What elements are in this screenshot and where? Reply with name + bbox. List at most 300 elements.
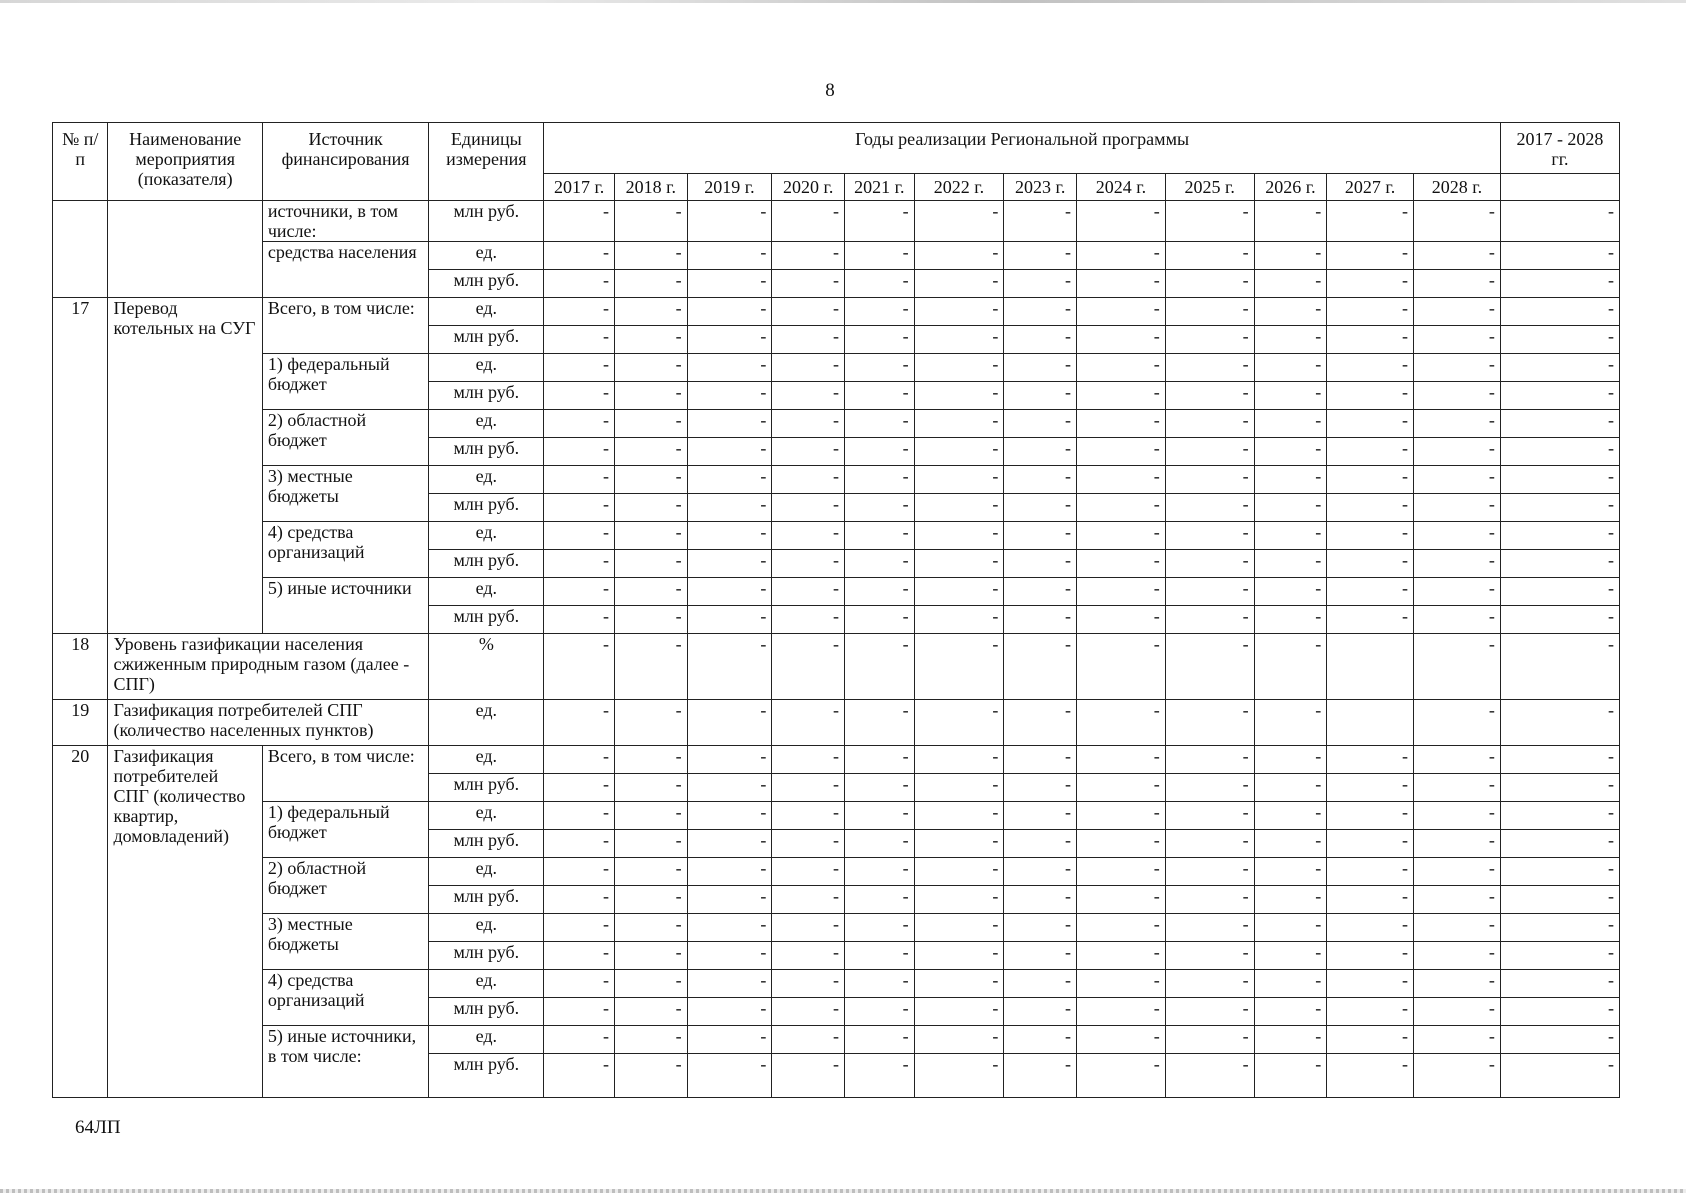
value-cell: -: [1004, 802, 1077, 830]
value-cell: -: [544, 774, 615, 802]
value-cell: -: [844, 914, 914, 942]
value-cell: -: [1077, 550, 1166, 578]
value-cell: -: [844, 858, 914, 886]
total-cell: -: [1500, 830, 1619, 858]
value-cell: -: [687, 634, 772, 700]
value-cell: -: [1413, 746, 1500, 774]
value-cell: -: [544, 410, 615, 438]
value-cell: -: [1413, 802, 1500, 830]
value-cell: -: [614, 606, 687, 634]
value-cell: -: [914, 298, 1004, 326]
value-cell: -: [844, 201, 914, 242]
header-source: Источник финансирования: [262, 123, 428, 201]
value-cell: -: [1327, 201, 1414, 242]
value-cell: -: [914, 326, 1004, 354]
value-cell: -: [1254, 634, 1327, 700]
cell-unit: млн руб.: [429, 270, 544, 298]
cell-source: 3) местные бюджеты: [262, 466, 428, 522]
value-cell: -: [1254, 298, 1327, 326]
value-cell: -: [1254, 606, 1327, 634]
table-row: [53, 700, 1620, 746]
value-cell: -: [772, 578, 845, 606]
value-cell: -: [1165, 802, 1254, 830]
value-cell: -: [844, 410, 914, 438]
value-cell: -: [687, 802, 772, 830]
value-cell: -: [772, 270, 845, 298]
value-cell: -: [1413, 886, 1500, 914]
header-year: 2018 г.: [614, 174, 687, 201]
value-cell: -: [614, 942, 687, 970]
value-cell: -: [1413, 354, 1500, 382]
value-cell: -: [1254, 410, 1327, 438]
value-cell: -: [772, 998, 845, 1026]
total-cell: -: [1500, 774, 1619, 802]
value-cell: -: [1413, 606, 1500, 634]
value-cell: -: [1165, 998, 1254, 1026]
value-cell: -: [544, 700, 615, 746]
value-cell: -: [1327, 914, 1414, 942]
value-cell: -: [1327, 550, 1414, 578]
value-cell: -: [614, 326, 687, 354]
value-cell: -: [844, 466, 914, 494]
value-cell: -: [1004, 354, 1077, 382]
cell-unit: ед.: [429, 1026, 544, 1054]
cell-unit: ед.: [429, 354, 544, 382]
value-cell: -: [687, 270, 772, 298]
value-cell: -: [772, 802, 845, 830]
value-cell: -: [1077, 326, 1166, 354]
total-cell: -: [1500, 354, 1619, 382]
total-cell: -: [1500, 522, 1619, 550]
value-cell: -: [544, 438, 615, 466]
value-cell: -: [1077, 942, 1166, 970]
value-cell: -: [544, 886, 615, 914]
table-row: [53, 1026, 1620, 1054]
value-cell: -: [544, 466, 615, 494]
value-cell: -: [772, 886, 845, 914]
cell-unit: млн руб.: [429, 998, 544, 1026]
value-cell: -: [1165, 830, 1254, 858]
value-cell: -: [1004, 550, 1077, 578]
value-cell: -: [914, 746, 1004, 774]
value-cell: -: [1077, 298, 1166, 326]
value-cell: -: [687, 830, 772, 858]
cell-unit: млн руб.: [429, 886, 544, 914]
value-cell: -: [1077, 382, 1166, 410]
value-cell: -: [1165, 522, 1254, 550]
value-cell: -: [687, 858, 772, 886]
value-cell: -: [687, 700, 772, 746]
value-cell: -: [844, 830, 914, 858]
value-cell: -: [1327, 886, 1414, 914]
total-cell: -: [1500, 858, 1619, 886]
value-cell: -: [1254, 830, 1327, 858]
value-cell: -: [1327, 242, 1414, 270]
value-cell: -: [614, 858, 687, 886]
value-cell: -: [772, 942, 845, 970]
value-cell: -: [687, 746, 772, 774]
value-cell: -: [544, 201, 615, 242]
value-cell: -: [1327, 382, 1414, 410]
value-cell: -: [1004, 606, 1077, 634]
value-cell: -: [1165, 606, 1254, 634]
value-cell: -: [544, 382, 615, 410]
value-cell: -: [544, 1054, 615, 1098]
value-cell: -: [772, 298, 845, 326]
cell-number: 19: [53, 700, 108, 746]
value-cell: -: [614, 1054, 687, 1098]
cell-name: Газификация потребителей СПГ (количество квартир, домовладений): [108, 746, 262, 1098]
cell-source: источники, в том числе:: [262, 201, 428, 242]
value-cell: -: [687, 201, 772, 242]
value-cell: -: [687, 410, 772, 438]
value-cell: -: [1165, 970, 1254, 998]
value-cell: -: [1165, 634, 1254, 700]
scan-edge-top: [0, 0, 1686, 3]
value-cell: -: [614, 1026, 687, 1054]
cell-source: 1) федеральный бюджет: [262, 802, 428, 858]
value-cell: -: [1327, 774, 1414, 802]
value-cell: -: [1004, 578, 1077, 606]
value-cell: -: [1327, 326, 1414, 354]
value-cell: -: [914, 522, 1004, 550]
value-cell: -: [772, 914, 845, 942]
value-cell: -: [687, 606, 772, 634]
value-cell: -: [844, 1054, 914, 1098]
value-cell: -: [687, 998, 772, 1026]
value-cell: -: [1004, 522, 1077, 550]
table-row: [53, 802, 1620, 830]
value-cell: -: [1165, 858, 1254, 886]
cell-unit: млн руб.: [429, 606, 544, 634]
value-cell: -: [1327, 802, 1414, 830]
cell-source: 4) средства организаций: [262, 970, 428, 1026]
value-cell: -: [914, 270, 1004, 298]
value-cell: -: [544, 914, 615, 942]
value-cell-empty: [1327, 634, 1414, 700]
cell-number: 18: [53, 634, 108, 700]
value-cell: -: [687, 1026, 772, 1054]
cell-unit: млн руб.: [429, 438, 544, 466]
value-cell: -: [844, 970, 914, 998]
value-cell: -: [1077, 242, 1166, 270]
cell-unit: ед.: [429, 578, 544, 606]
value-cell: -: [1254, 1054, 1327, 1098]
header-year: 2025 г.: [1165, 174, 1254, 201]
value-cell: -: [687, 970, 772, 998]
value-cell: -: [1004, 298, 1077, 326]
value-cell: -: [544, 942, 615, 970]
cell-source: 5) иные источники, в том числе:: [262, 1026, 428, 1098]
value-cell: -: [544, 326, 615, 354]
value-cell: -: [1077, 886, 1166, 914]
value-cell: -: [1077, 774, 1166, 802]
value-cell: -: [1254, 774, 1327, 802]
value-cell: -: [1077, 354, 1166, 382]
value-cell: -: [1077, 522, 1166, 550]
cell-unit: ед.: [429, 746, 544, 774]
value-cell: -: [614, 802, 687, 830]
value-cell: -: [1254, 522, 1327, 550]
cell-unit: ед.: [429, 802, 544, 830]
value-cell: -: [614, 382, 687, 410]
cell-source: 4) средства организаций: [262, 522, 428, 578]
value-cell: -: [1327, 270, 1414, 298]
value-cell: -: [1165, 382, 1254, 410]
cell-source: 1) федеральный бюджет: [262, 354, 428, 410]
value-cell: -: [772, 970, 845, 998]
value-cell: -: [1327, 578, 1414, 606]
value-cell: -: [1413, 774, 1500, 802]
value-cell: -: [614, 774, 687, 802]
value-cell: -: [1254, 550, 1327, 578]
cell-unit: млн руб.: [429, 942, 544, 970]
value-cell: -: [772, 550, 845, 578]
value-cell: -: [1327, 522, 1414, 550]
table-row: [53, 858, 1620, 886]
value-cell: -: [844, 1026, 914, 1054]
value-cell: -: [1327, 1054, 1414, 1098]
cell-unit: млн руб.: [429, 326, 544, 354]
value-cell: -: [1413, 382, 1500, 410]
total-cell: -: [1500, 634, 1619, 700]
cell-unit: млн руб.: [429, 494, 544, 522]
value-cell: -: [1413, 830, 1500, 858]
total-cell: -: [1500, 942, 1619, 970]
value-cell: -: [914, 1026, 1004, 1054]
value-cell: -: [844, 298, 914, 326]
value-cell: -: [687, 886, 772, 914]
value-cell: -: [914, 578, 1004, 606]
value-cell: -: [1254, 914, 1327, 942]
value-cell: -: [687, 466, 772, 494]
value-cell: -: [1077, 700, 1166, 746]
value-cell: -: [772, 830, 845, 858]
table-row: [53, 578, 1620, 606]
value-cell: -: [1077, 578, 1166, 606]
cell-unit: млн руб.: [429, 830, 544, 858]
value-cell: -: [614, 522, 687, 550]
value-cell: -: [914, 438, 1004, 466]
value-cell: -: [614, 550, 687, 578]
value-cell: -: [687, 382, 772, 410]
value-cell: -: [1004, 242, 1077, 270]
cell-unit: млн руб.: [429, 550, 544, 578]
value-cell: -: [1077, 270, 1166, 298]
total-cell: -: [1500, 970, 1619, 998]
value-cell: -: [914, 606, 1004, 634]
value-cell: -: [1254, 354, 1327, 382]
value-cell: -: [687, 326, 772, 354]
cell-unit: млн руб.: [429, 774, 544, 802]
total-cell: -: [1500, 550, 1619, 578]
value-cell: -: [1165, 942, 1254, 970]
value-cell: -: [1077, 494, 1166, 522]
cell-name: Уровень газификации населения сжиженным природным газом (далее - СПГ): [108, 634, 429, 700]
page-number: 8: [825, 80, 835, 101]
value-cell: -: [772, 522, 845, 550]
header-year: 2027 г.: [1327, 174, 1414, 201]
value-cell: -: [544, 522, 615, 550]
value-cell: -: [844, 382, 914, 410]
value-cell: -: [614, 410, 687, 438]
value-cell: -: [772, 354, 845, 382]
value-cell: -: [844, 746, 914, 774]
cell-number-empty: [53, 201, 108, 298]
total-cell: -: [1500, 298, 1619, 326]
value-cell: -: [1254, 494, 1327, 522]
value-cell: -: [772, 774, 845, 802]
value-cell: -: [1413, 578, 1500, 606]
value-cell: -: [914, 466, 1004, 494]
value-cell: -: [844, 886, 914, 914]
value-cell: -: [1165, 242, 1254, 270]
value-cell: -: [914, 634, 1004, 700]
value-cell: -: [1413, 700, 1500, 746]
value-cell: -: [1327, 970, 1414, 998]
value-cell: -: [544, 998, 615, 1026]
value-cell: -: [1254, 970, 1327, 998]
value-cell: -: [544, 970, 615, 998]
value-cell: -: [1077, 606, 1166, 634]
value-cell: -: [1413, 1054, 1500, 1098]
value-cell: -: [1077, 802, 1166, 830]
value-cell: -: [1004, 201, 1077, 242]
header-year: 2019 г.: [687, 174, 772, 201]
value-cell: -: [1254, 201, 1327, 242]
header-year: 2023 г.: [1004, 174, 1077, 201]
value-cell: -: [687, 774, 772, 802]
cell-unit: ед.: [429, 298, 544, 326]
value-cell: -: [772, 858, 845, 886]
cell-unit: ед.: [429, 242, 544, 270]
total-cell: -: [1500, 886, 1619, 914]
value-cell: -: [914, 242, 1004, 270]
value-cell: -: [1413, 298, 1500, 326]
header-total: 2017 - 2028 гг.: [1500, 123, 1619, 174]
value-cell: -: [1165, 774, 1254, 802]
total-cell: -: [1500, 578, 1619, 606]
value-cell: -: [687, 438, 772, 466]
value-cell: -: [1254, 438, 1327, 466]
value-cell: -: [772, 382, 845, 410]
cell-unit: млн руб.: [429, 382, 544, 410]
value-cell: -: [544, 354, 615, 382]
value-cell: -: [687, 914, 772, 942]
cell-unit: млн руб.: [429, 201, 544, 242]
value-cell: -: [614, 746, 687, 774]
value-cell: -: [1413, 998, 1500, 1026]
value-cell: -: [1254, 998, 1327, 1026]
value-cell: -: [544, 830, 615, 858]
value-cell: -: [1413, 410, 1500, 438]
value-cell: -: [687, 494, 772, 522]
value-cell: -: [1254, 382, 1327, 410]
value-cell: -: [844, 942, 914, 970]
value-cell: -: [1077, 858, 1166, 886]
value-cell: -: [914, 354, 1004, 382]
total-cell: -: [1500, 410, 1619, 438]
value-cell: -: [772, 410, 845, 438]
value-cell: -: [844, 998, 914, 1026]
value-cell: -: [914, 830, 1004, 858]
total-cell: -: [1500, 466, 1619, 494]
header-total-spacer: [1500, 174, 1619, 201]
value-cell: -: [544, 802, 615, 830]
total-cell: -: [1500, 802, 1619, 830]
value-cell: -: [1165, 201, 1254, 242]
value-cell: -: [1004, 1054, 1077, 1098]
table-row: [53, 634, 1620, 700]
table-row: [53, 970, 1620, 998]
value-cell: -: [1165, 1054, 1254, 1098]
value-cell: -: [1327, 494, 1414, 522]
cell-unit: ед.: [429, 522, 544, 550]
value-cell: -: [844, 634, 914, 700]
table-row: [53, 298, 1620, 326]
value-cell: -: [1004, 438, 1077, 466]
cell-unit: ед.: [429, 858, 544, 886]
total-cell: -: [1500, 438, 1619, 466]
table-row: [53, 201, 1620, 242]
value-cell: -: [1165, 746, 1254, 774]
value-cell: -: [614, 494, 687, 522]
cell-unit: млн руб.: [429, 1054, 544, 1098]
total-cell: -: [1500, 494, 1619, 522]
value-cell: -: [1254, 242, 1327, 270]
value-cell: -: [844, 606, 914, 634]
value-cell: -: [1165, 326, 1254, 354]
total-cell: -: [1500, 326, 1619, 354]
cell-name: Перевод котельных на СУГ: [108, 298, 262, 634]
value-cell: -: [914, 914, 1004, 942]
value-cell: -: [1004, 774, 1077, 802]
value-cell: -: [1413, 914, 1500, 942]
value-cell: -: [614, 914, 687, 942]
table-row: [53, 466, 1620, 494]
value-cell: -: [1077, 634, 1166, 700]
value-cell: -: [1004, 858, 1077, 886]
cell-unit: %: [429, 634, 544, 700]
value-cell: -: [1413, 201, 1500, 242]
value-cell: -: [914, 970, 1004, 998]
value-cell: -: [772, 1026, 845, 1054]
value-cell: -: [1004, 410, 1077, 438]
total-cell: -: [1500, 382, 1619, 410]
value-cell: -: [1254, 886, 1327, 914]
header-year: 2026 г.: [1254, 174, 1327, 201]
value-cell: -: [914, 942, 1004, 970]
value-cell: -: [1413, 1026, 1500, 1054]
value-cell: -: [1254, 270, 1327, 298]
header-name: Наименование мероприятия (показателя): [108, 123, 262, 201]
table-row: [53, 410, 1620, 438]
total-cell: -: [1500, 1026, 1619, 1054]
value-cell: -: [687, 578, 772, 606]
value-cell: -: [1327, 746, 1414, 774]
value-cell: -: [1327, 1026, 1414, 1054]
value-cell: -: [772, 700, 845, 746]
value-cell: -: [1327, 354, 1414, 382]
value-cell: -: [914, 858, 1004, 886]
value-cell: -: [1327, 438, 1414, 466]
value-cell: -: [544, 298, 615, 326]
value-cell: -: [844, 578, 914, 606]
value-cell: -: [1165, 298, 1254, 326]
value-cell: -: [1254, 466, 1327, 494]
cell-unit: ед.: [429, 914, 544, 942]
total-cell: -: [1500, 914, 1619, 942]
